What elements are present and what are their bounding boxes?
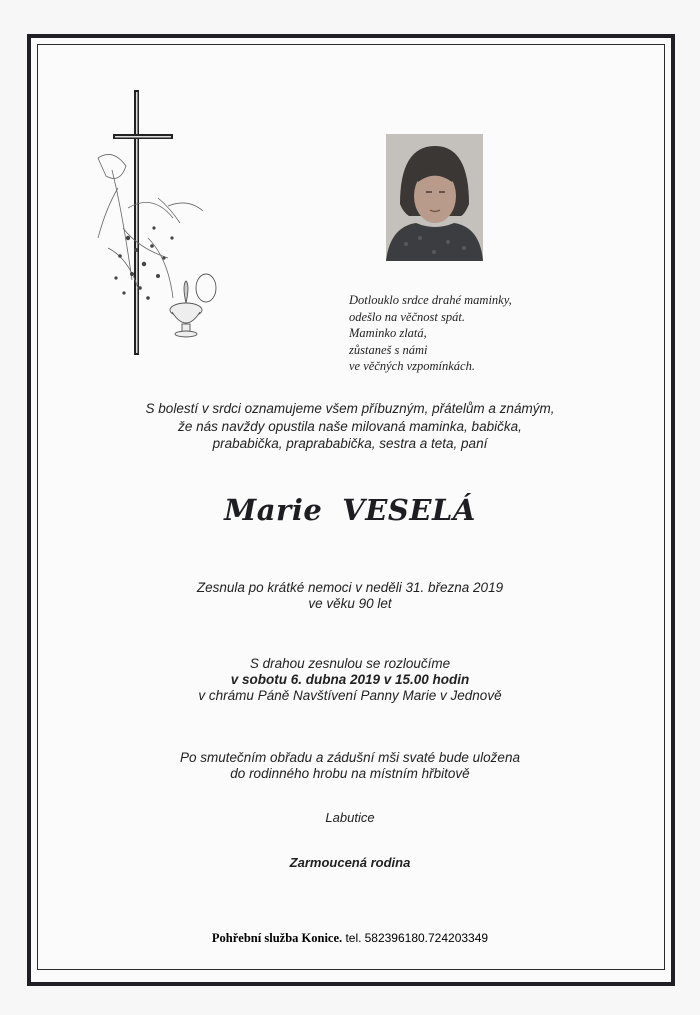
farewell-info — [0, 656, 700, 704]
death-info — [0, 580, 700, 612]
poem — [349, 292, 579, 375]
poem-line: Maminko zlatá, — [349, 326, 427, 340]
funeral-service-footer — [0, 931, 700, 946]
poem-line: zůstaneš s námi — [349, 342, 428, 357]
oil-lamp-icon — [170, 274, 216, 337]
announcement-line: že nás navždy opustila naše milovaná maminka, babička, — [178, 418, 522, 434]
poem-line: ve věčných vzpomínkách. — [349, 359, 475, 373]
poem-line: Dotlouklo srdce drahé maminky, — [349, 293, 512, 307]
last-name: VESELÁ — [342, 493, 476, 527]
announcement — [0, 400, 700, 453]
phone-label: tel. — [342, 931, 362, 945]
burial-line: do rodinného hrobu na místním hřbitově — [230, 766, 470, 781]
first-name: Marie — [224, 493, 323, 527]
cross-with-flowers-icon — [88, 88, 223, 363]
funeral-service-name: Pohřební služba Konice — [211, 931, 340, 945]
village-name: Labutice — [325, 810, 375, 825]
burial-line: Po smutečním obřadu a zádušní mši svaté bude uložena — [180, 750, 520, 765]
portrait-icon — [386, 134, 483, 261]
death-line: Zesnula po krátké nemoci v neděli 31. března 2019 — [196, 580, 504, 595]
poem-line: odešlo na věčnost spát. — [349, 309, 465, 324]
flower-bouquet-icon — [98, 154, 203, 298]
announcement-line: S bolestí v srdci oznamujeme všem příbuzným, přátelům a známým, — [145, 401, 555, 416]
burial-info — [0, 750, 700, 782]
footer-separator: . — [339, 931, 343, 945]
announcement-line: prababička, praprababička, sestra a teta, paní — [212, 436, 488, 451]
age-line: ve věku 90 let — [308, 596, 392, 611]
farewell-datetime: v sobotu 6. dubna 2019 v 15.00 hodin — [230, 672, 470, 687]
farewell-place: v chrámu Páně Navštívení Panny Marie v Jednově — [198, 688, 502, 703]
family-signature: Zarmoucená rodina — [289, 855, 411, 870]
farewell-intro: S drahou zesnulou se rozloučíme — [249, 656, 451, 671]
cross-icon — [113, 90, 173, 355]
phone-number: 582396180.724203349 — [364, 931, 489, 945]
portrait-photo — [386, 134, 483, 261]
deceased-name — [0, 493, 700, 527]
